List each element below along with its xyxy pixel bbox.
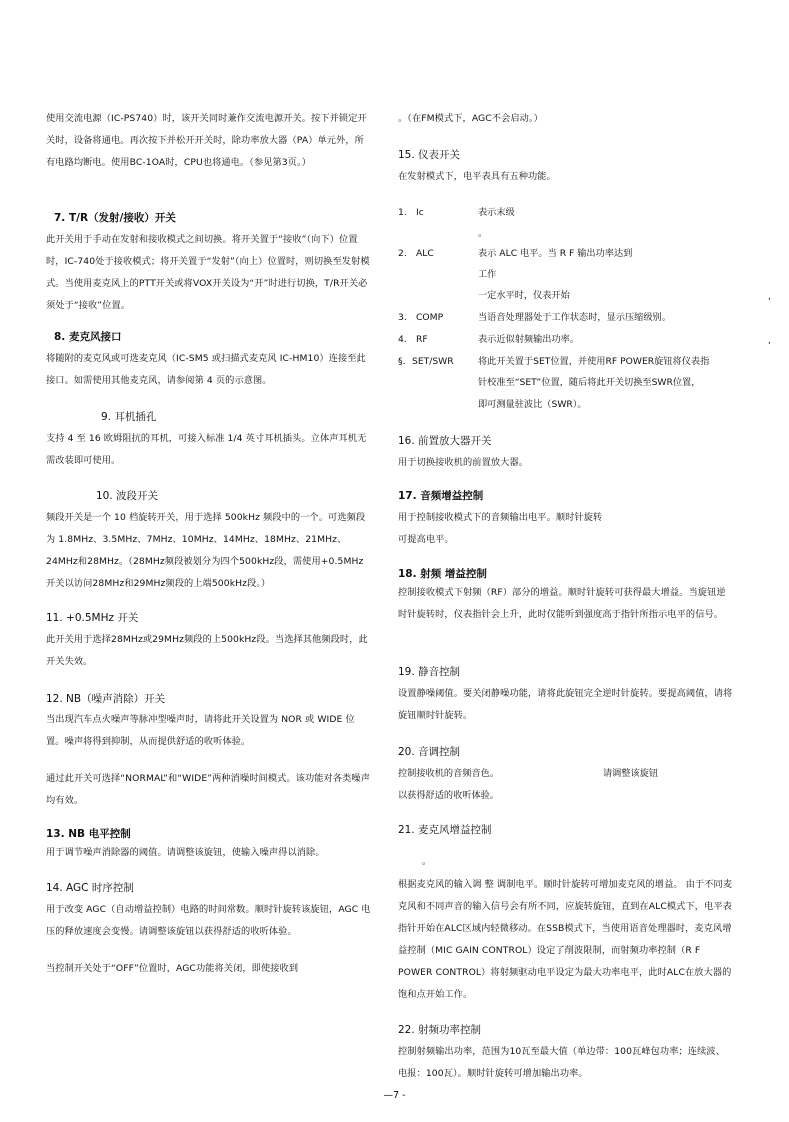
list-item-1-label: Ic (416, 207, 424, 218)
section-14-body-2: 当控制开关处于“OFF”位置时，AGC功能将关闭，即使接收到 (46, 963, 299, 974)
list-item-3-num: 3. (398, 312, 407, 323)
section-8-title: 8. 麦克风接口 (54, 331, 122, 343)
section-20-body-a: 控制接收机的音频音色。 (398, 768, 500, 779)
section-17-title: 17. 音频增益控制 (398, 490, 484, 502)
section-20-body-b: 请调整该旋钮 (603, 768, 659, 779)
list-item-5-num: §. (398, 356, 406, 367)
section-20-title: 20. 音调控制 (398, 746, 461, 758)
section-9-body: 支持 4 至 16 欧姆阻抗的耳机，可接入标准 1/4 英寸耳机插头。立体声耳机无需改装即可使用。 (46, 433, 367, 466)
section-14-title: 14. AGC 时序控制 (46, 882, 134, 894)
list-item-3-text: 当语音处理器处于工作状态时，显示压缩级别。 (478, 312, 671, 323)
section-7-title: 7. T/R（发射/接收）开关 (54, 212, 176, 224)
section-19-body: 设置静噪阈值。要关闭静噪功能，请将此旋钮完全逆时针旋转。要提高阈值，请将旋钮顺时针旋转。 (398, 688, 733, 721)
section-14-body: 用于改变 AGC（自动增益控制）电路的时间常数。顺时针旋转该旋钮，AGC 电压的释放速度会变慢。请调整该旋钮以获得舒适的收听体验。 (46, 904, 371, 937)
page-number: —7 - (383, 1090, 406, 1101)
section-13-body: 用于调节噪声消除器的阈值。请调整该旋钮，使输入噪声得以消除。 (46, 847, 325, 858)
section-15-title: 15. 仪表开关 (398, 149, 461, 161)
list-item-5-cont-2: 即可测量驻波比（SWR）。 (478, 399, 587, 410)
list-item-2-num: 2. (398, 248, 407, 259)
section-19-title: 19. 静音控制 (398, 666, 461, 678)
section-22-title: 22. 射频功率控制 (398, 1024, 482, 1036)
section-11-title: 11. +0.5MHz 开关 (46, 612, 139, 624)
section-18-title: 18. 射频 增益控制 (398, 568, 487, 580)
section-17-body: 用于控制接收模式下的音频输出电平。顺时针旋转可提高电平。 (398, 512, 603, 545)
agc-continuation: 。（在FM模式下，AGC不会启动。） (398, 113, 543, 124)
section-18-body: 控制接收模式下射频（RF）部分的增益。顺时针旋转可获得最大增益。当旋钮逆时针旋转时，仪表指针会上升，此时仅能听到强度高于指针所指示电平的信号。 (398, 587, 726, 620)
list-item-5-text: 将此开关置于SET位置，并使用RF POWER旋钮将仪表指 (478, 356, 710, 367)
margin-comma-1: , (768, 292, 771, 302)
list-item-2-cont-1: 工作 (478, 269, 497, 280)
list-item-2-label: ALC (416, 248, 434, 259)
section-7-body: 此开关用于手动在发射和接收模式之间切换。将开关置于“接收”（向下）位置时，IC-740处于接收模式；将开关置于“发射”（向上）位置时，则切换至发射模式。当使用麦克风上的PTT开关或将VOX开关设为“开”时进行切换，T/R开关必须处于“接收”位置。 (46, 234, 370, 311)
section-12-body: 当出现汽车点火噪声等脉冲型噪声时，请将此开关设置为 NOR 或 WIDE 位置。噪声将得到抑制，从而提供舒适的收听体验。 (46, 714, 355, 747)
section-13-title: 13. NB 电平控制 (46, 828, 131, 840)
list-item-4-label: RF (416, 334, 428, 345)
section-11-body: 此开关用于选择28MHz或29MHz频段的上500kHz段。当选择其他频段时，此开关失效。 (46, 634, 368, 667)
section-8-body: 将随附的麦克风或可选麦克风（IC-SM5 或扫描式麦克风 IC-HM10）连接至此接口。如需使用其他麦克风，请参阅第 4 页的示意图。 (46, 353, 366, 386)
section-15-body: 在发射模式下，电平表具有五种功能。 (398, 171, 556, 182)
section-20-body-c: 以获得舒适的收听体验。 (398, 790, 500, 801)
list-item-5-label: SET/SWR (412, 356, 454, 367)
section-12-title: 12. NB（噪声消除）开关 (46, 693, 166, 705)
section-12-body-2: 通过此开关可选择“NORMAL”和“WIDE”两种消噪时间模式。该功能对各类噪声均有效。 (46, 773, 370, 806)
section-9-title: 9. 耳机插孔 (101, 411, 157, 423)
section-21-dot: 。 (422, 856, 432, 867)
list-item-1-num: 1. (398, 207, 407, 218)
list-item-1-text: 表示末级 (478, 207, 515, 218)
section-10-body: 频段开关是一个 10 档旋转开关，用于选择 500kHz 频段中的一个。可选频段为 1.8MHz、3.5MHz、7MHz、10MHz、14MHz、18MHz、21MHz、24MHz和28MHz。（28MHz频段被划分为四个500kHz段，需使用+0.5MHz开关以访问28MHz和29MHz频段的上端500kHz段。） (46, 512, 366, 589)
list-item-2-text: 表示 ALC 电平。当 R F 输出功率达到 (478, 248, 633, 259)
list-item-5-cont-1: 针校准至“SET”位置，随后将此开关切换至SWR位置， (478, 377, 701, 388)
list-item-2-cont-2: 一定水平时，仪表开始 (478, 290, 570, 301)
list-item-3-label: COMP (416, 312, 444, 323)
list-item-1-cont: 。 (478, 228, 488, 239)
list-item-4-text: 表示近似射频输出功率。 (478, 334, 580, 345)
section-21-title: 21. 麦克风增益控制 (398, 824, 492, 836)
section-21-body: 根据麦克风的输入调 整 调制电平。顺时针旋转可增加麦克风的增益。 由于不同麦克风和不同声音的输入信号会有所不同，应旋转旋钮，直到在ALC模式下，电平表指针开始在ALC区域内轻微移动。在SSB模式下，当使用语音处理器时，麦克风增益控制（MIC GAIN CONTROL）设定了削波限制，而射频功率控制（R F POWER CONTROL）将射频驱动电平设定为最大功率电平，此时ALC在放大器的饱和点开始工作。 (398, 879, 733, 1000)
list-item-4-num: 4. (398, 334, 407, 345)
section-22-body: 控制射频输出功率，范围为10瓦至最大值（单边带：100瓦峰包功率；连续波、电报：100瓦）。顺时针旋转可增加输出功率。 (398, 1046, 725, 1079)
section-16-body: 用于切换接收机的前置放大器。 (398, 457, 529, 468)
section-16-title: 16. 前置放大器开关 (398, 435, 492, 447)
section-10-title: 10. 波段开关 (96, 490, 159, 502)
intro-paragraph: 使用交流电源（IC-PS740）时，该开关同时兼作交流电源开关。按下并锁定开关时，设备将通电。再次按下并松开开关时，除功率放大器（PA）单元外，所有电路均断电。使用BC-1OA时，CPU也将通电。（参见第3页。） (46, 113, 367, 168)
margin-comma-2: , (768, 336, 771, 346)
